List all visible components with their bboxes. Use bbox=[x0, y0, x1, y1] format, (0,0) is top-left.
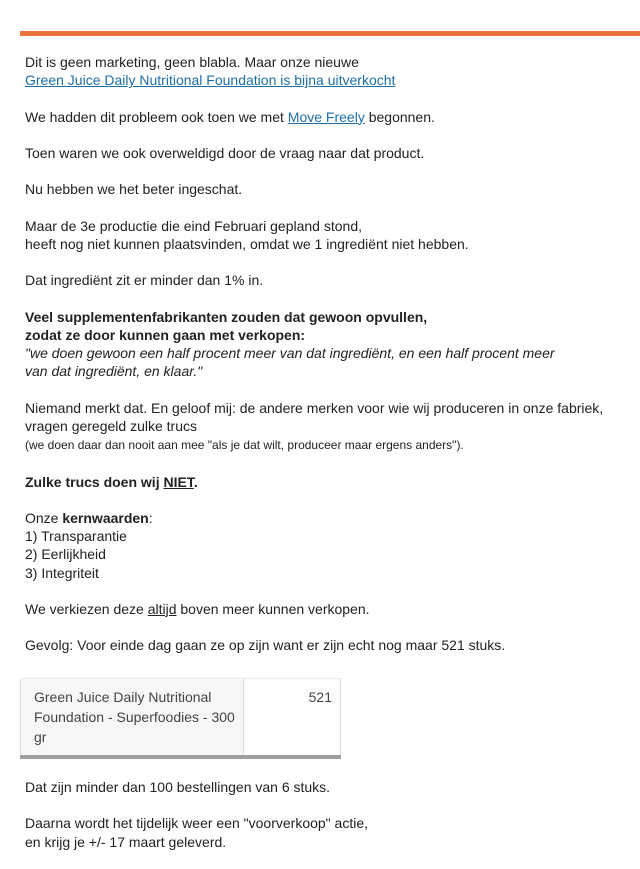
paragraph-manufacturers bbox=[25, 308, 630, 381]
table-row bbox=[21, 679, 341, 758]
email-body bbox=[25, 53, 630, 673]
intro-paragraph bbox=[25, 53, 630, 89]
email-footer-text bbox=[25, 778, 630, 869]
values-lead: Onze bbox=[25, 509, 63, 526]
stock-table bbox=[20, 678, 341, 759]
presale-line1: Daarna wordt het tijdelijk weer een "voorverkoop" actie, bbox=[25, 815, 368, 832]
product-name-cell: Green Juice Daily Nutritional Foundation - Superfoodies - 300 gr bbox=[21, 679, 244, 758]
stock-count-cell: 521 bbox=[244, 679, 341, 758]
p5-line2: heeft nog niet kunnen plaatsvinden, omdat we 1 ingrediënt niet hebben. bbox=[25, 235, 469, 252]
p8-line2: vragen geregeld zulke trucs bbox=[25, 417, 197, 434]
values-colon: : bbox=[148, 509, 153, 526]
paragraph-nobody-notices bbox=[25, 399, 630, 455]
presale-line2: en krijg je +/- 17 maart geleverd. bbox=[25, 833, 227, 850]
paragraph-result: Gevolg: Voor einde dag gaan ze op zijn want er zijn echt nog maar 521 stuks. bbox=[25, 637, 506, 654]
p7-quote-line1: "we doen gewoon een half procent meer van dat ingrediënt, en een half procent meer bbox=[25, 345, 555, 362]
paragraph-move-freely bbox=[25, 108, 630, 126]
paragraph-always bbox=[25, 600, 630, 618]
paragraph-orders: Dat zijn minder dan 100 bestellingen van 6 stuks. bbox=[25, 779, 331, 795]
product-link[interactable]: Green Juice Daily Nutritional Foundation is bijna uitverkocht bbox=[25, 72, 396, 89]
p11-after: boven meer kunnen verkopen. bbox=[176, 600, 370, 617]
move-freely-link[interactable]: Move Freely bbox=[287, 108, 365, 125]
p9-bold-text: Zulke trucs doen wij bbox=[25, 473, 164, 490]
p7-bold-line2: zodat ze door kunnen gaan met verkopen: bbox=[25, 326, 306, 343]
altijd-emphasis: altijd bbox=[147, 600, 177, 617]
paragraph-production bbox=[25, 217, 630, 253]
p9-end: . bbox=[193, 473, 198, 490]
p8-line1: Niemand merkt dat. En geloof mij: de andere merken voor wie wij produceren in onze fabriek, bbox=[25, 399, 604, 416]
p8-small-note: (we doen daar dan nooit aan mee "als je dat wilt, produceer maar ergens anders"). bbox=[25, 438, 464, 453]
paragraph-ingredient: Dat ingrediënt zit er minder dan 1% in. bbox=[25, 272, 264, 289]
niet-emphasis: NIET bbox=[163, 473, 194, 490]
p5-line1: Maar de 3e productie die eind Februari gepland stond, bbox=[25, 217, 362, 234]
value-item: 2) Eerlijkheid bbox=[25, 546, 106, 563]
p7-quote-line2: van dat ingrediënt, en klaar." bbox=[25, 363, 203, 380]
paragraph-overwhelmed: Toen waren we ook overweldigd door de vraag naar dat product. bbox=[25, 144, 425, 161]
paragraph-no-tricks bbox=[25, 473, 630, 491]
value-item: 1) Transparantie bbox=[25, 528, 127, 545]
accent-bar bbox=[20, 31, 640, 36]
paragraph-presale bbox=[25, 814, 630, 850]
p7-bold-line1: Veel supplementenfabrikanten zouden dat gewoon opvullen, bbox=[25, 308, 428, 325]
p2-text-after: begonnen. bbox=[364, 108, 435, 125]
value-item: 3) Integriteit bbox=[25, 564, 99, 581]
intro-text: Dit is geen marketing, geen blabla. Maar onze nieuwe bbox=[25, 54, 359, 70]
core-values bbox=[25, 509, 630, 582]
paragraph-estimated: Nu hebben we het beter ingeschat. bbox=[25, 181, 243, 198]
p2-text-before: We hadden dit probleem ook toen we met bbox=[25, 108, 288, 125]
values-bold: kernwaarden bbox=[62, 509, 149, 526]
p11-before: We verkiezen deze bbox=[25, 600, 148, 617]
